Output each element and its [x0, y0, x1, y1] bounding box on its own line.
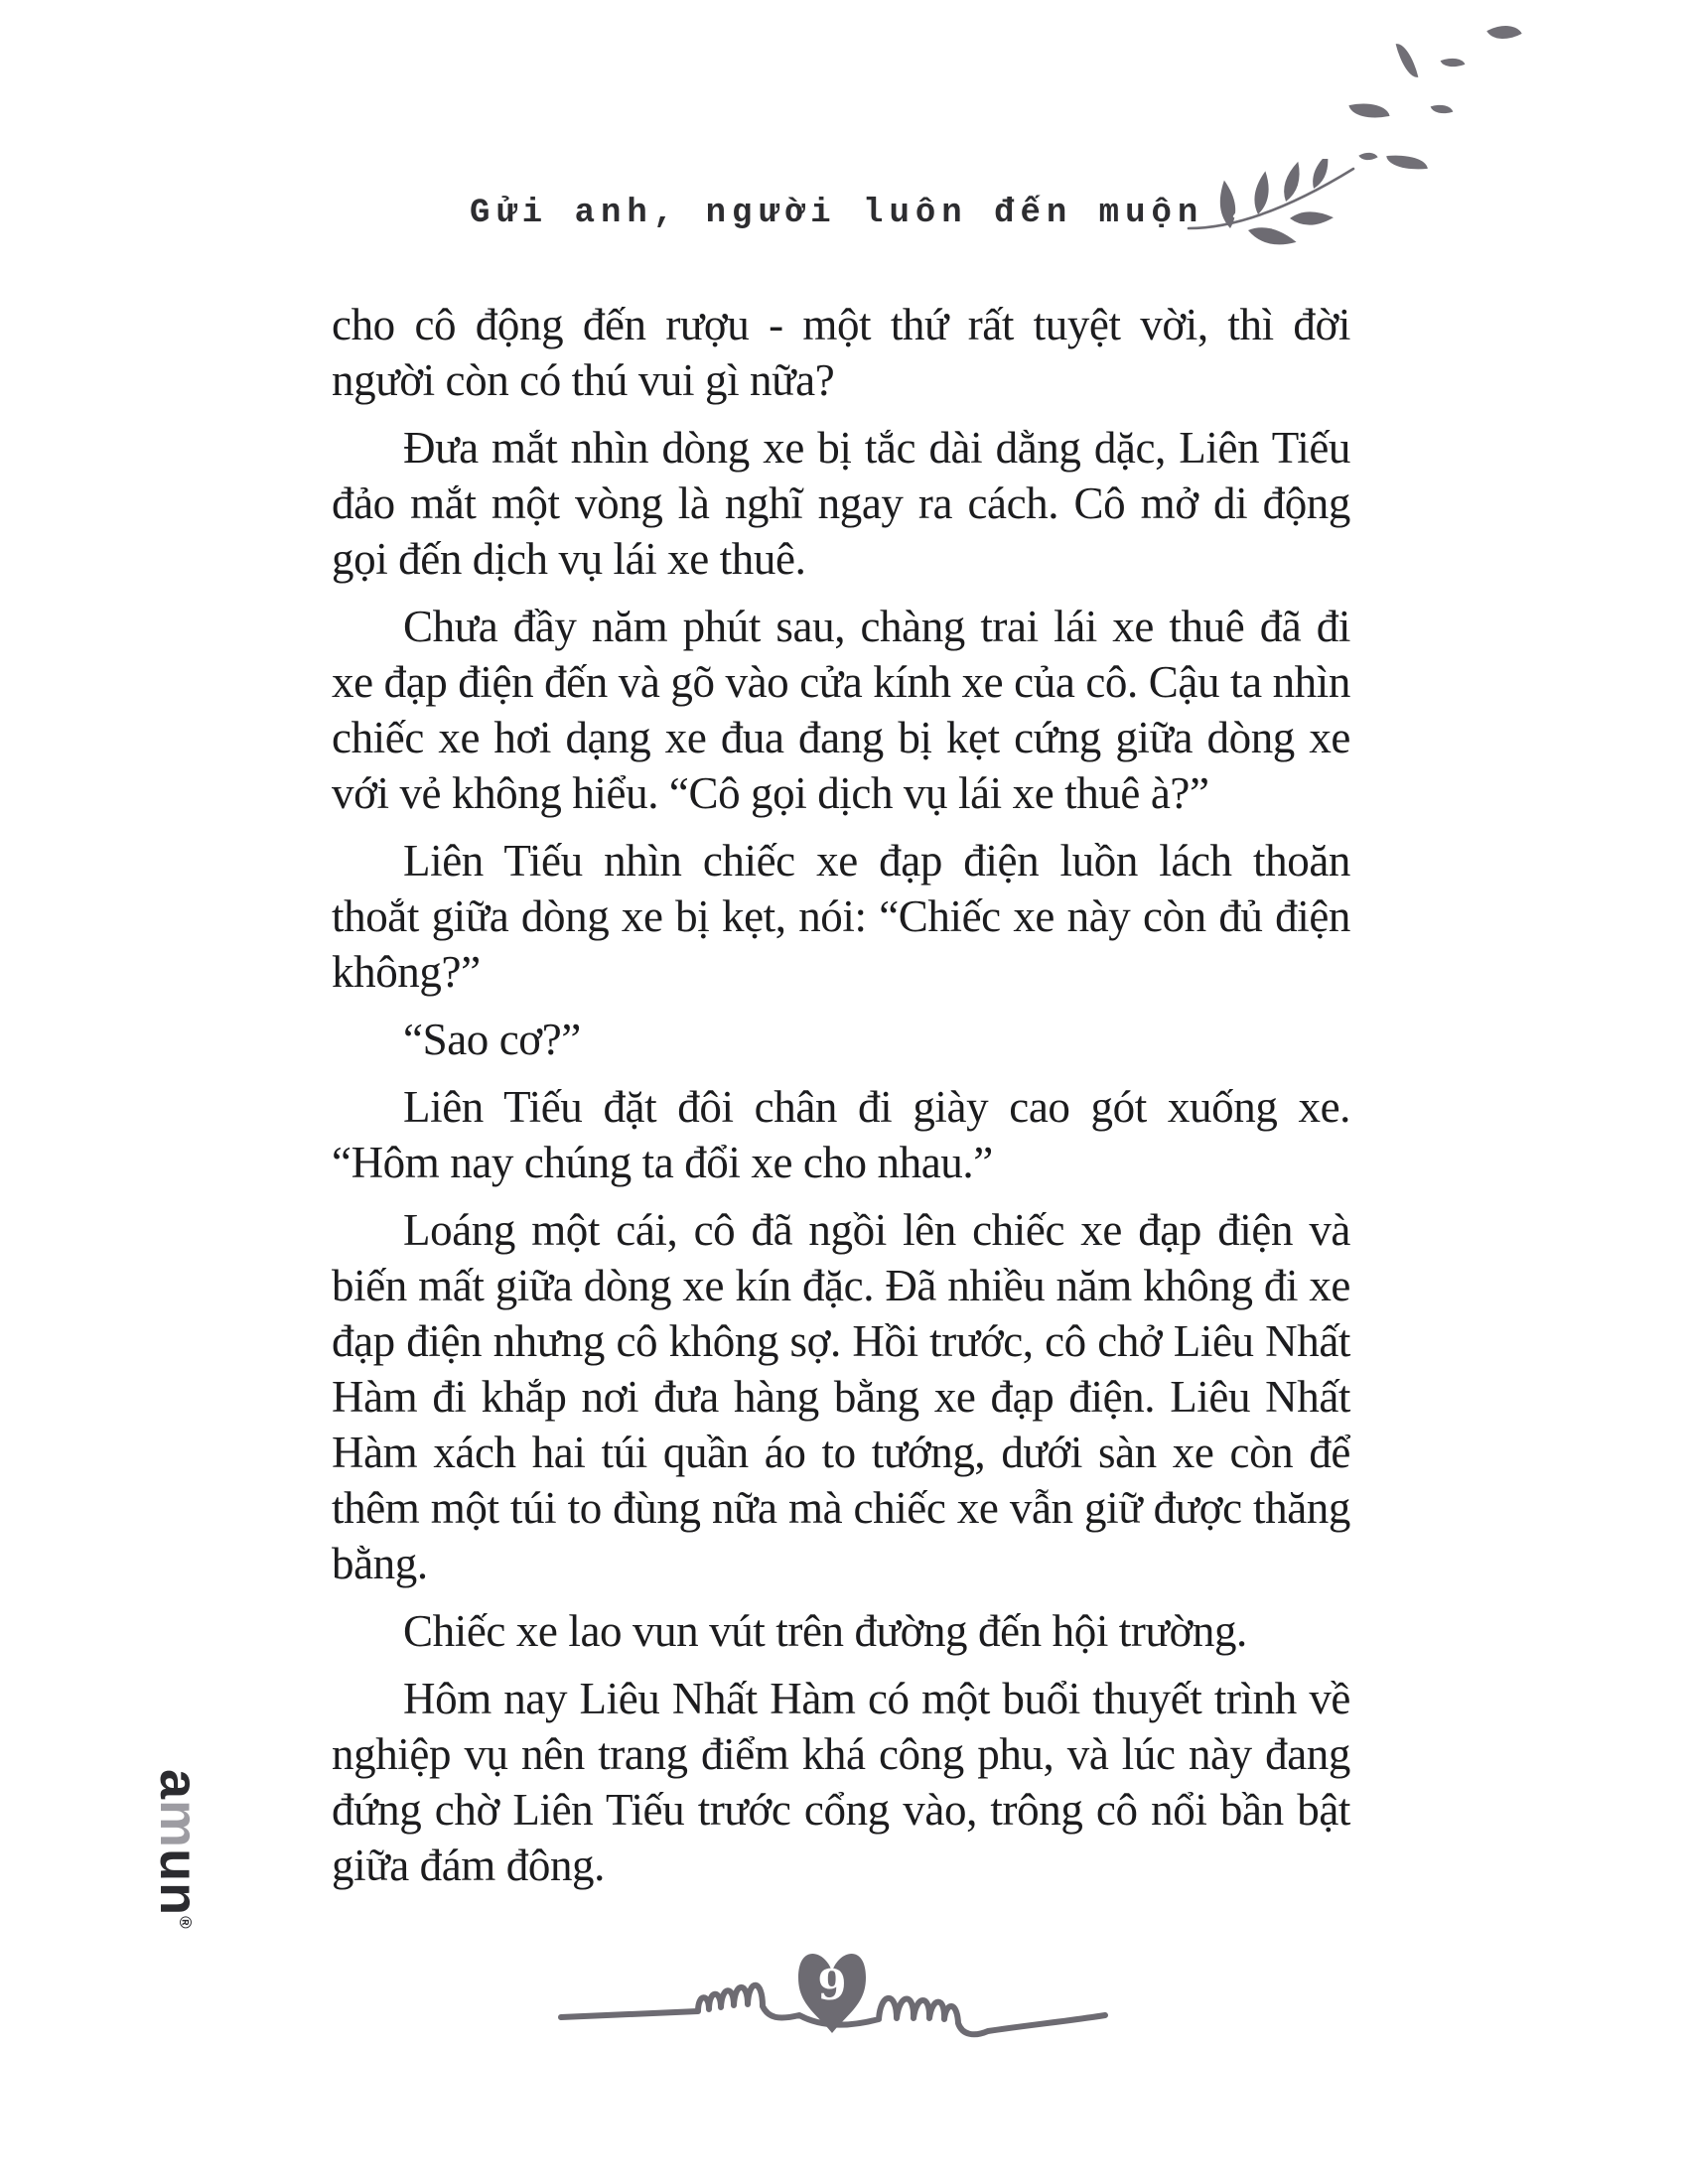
body-paragraph: Đưa mắt nhìn dòng xe bị tắc dài dằng dặc, Liên Tiếu đảo mắt một vòng là nghĩ ngay ra cách. Cô mở di động gọi đến dịch vụ lái xe thuê. — [332, 423, 1350, 584]
leaf-branch-icon — [1187, 159, 1355, 263]
leaf-icon — [1486, 17, 1521, 48]
heart-squiggle-divider — [551, 1936, 1117, 2055]
branch-leaf — [1247, 217, 1297, 256]
chapter-running-title: Gửi anh, người luôn đến muộn — [470, 195, 1204, 232]
body-paragraph: Hôm nay Liêu Nhất Hàm có một buổi thuyết trình về nghiệp vụ nên trang điểm khá công phu, và lúc này đang đứng chờ Liên Tiếu trước cổng vào, trông cô nổi bần bật giữa đám đông. — [332, 1674, 1350, 1890]
branch-leaf — [1289, 205, 1334, 232]
body-paragraph: Liên Tiếu đặt đôi chân đi giày cao gót xuống xe. “Hôm nay chúng ta đổi xe cho nhau.” — [332, 1082, 1350, 1187]
page-number: 9 — [817, 1961, 847, 2009]
logo-letter: n — [149, 1882, 209, 1917]
publisher-logo — [149, 1769, 214, 1938]
leaf-icon — [1431, 100, 1454, 118]
logo-letter: m — [149, 1800, 209, 1849]
body-paragraph: Chưa đầy năm phút sau, chàng trai lái xe thuê đã đi xe đạp điện đến và gõ vào cửa kính xe của cô. Cậu ta nhìn chiếc xe hơi dạng xe đua đang bị kẹt cứng giữa dòng xe với vẻ không hiểu. “Cô gọi dịch vụ lái xe thuê à?” — [332, 602, 1350, 818]
body-paragraph: Liên Tiếu nhìn chiếc xe đạp điện luồn lách thoăn thoắt giữa dòng xe bị kẹt, nói: “Chiếc xe này còn đủ điện không?” — [332, 836, 1350, 997]
logo-letter: a — [149, 1769, 209, 1801]
logo-letter: u — [149, 1848, 209, 1883]
body-paragraph: Chiếc xe lao vun vút trên đường đến hội trường. — [403, 1606, 1247, 1656]
body-paragraph: “Sao cơ?” — [403, 1015, 581, 1064]
publisher-logo-text — [151, 1769, 212, 1929]
registered-mark: ® — [176, 1916, 195, 1929]
leaf-icon — [1386, 152, 1428, 173]
body-paragraph: Loáng một cái, cô đã ngồi lên chiếc xe đạp điện và biến mất giữa dòng xe kín đặc. Đã nhiều năm không đi xe đạp điện nhưng cô không sợ. Hồi trước, cô chở Liêu Nhất Hàm đi khắp nơi đưa hàng bằng xe đạp điện. Liêu Nhất Hàm xách hai túi quần áo to tướng, dưới sàn xe còn để thêm một túi to đùng nữa mà chiếc xe vẫn giữ được thăng bằng. — [332, 1205, 1350, 1588]
leaf-icon — [1441, 54, 1466, 72]
page-body — [332, 297, 1350, 1893]
leaf-icon — [1396, 41, 1419, 80]
leaf-icon — [1358, 148, 1377, 166]
body-paragraph: cho cô động đến rượu - một thứ rất tuyệt vời, thì đời người còn có thú vui gì nữa? — [332, 300, 1350, 405]
running-header — [470, 195, 1203, 238]
leaf-icon — [1348, 97, 1389, 123]
branch-leaf — [1304, 159, 1337, 190]
